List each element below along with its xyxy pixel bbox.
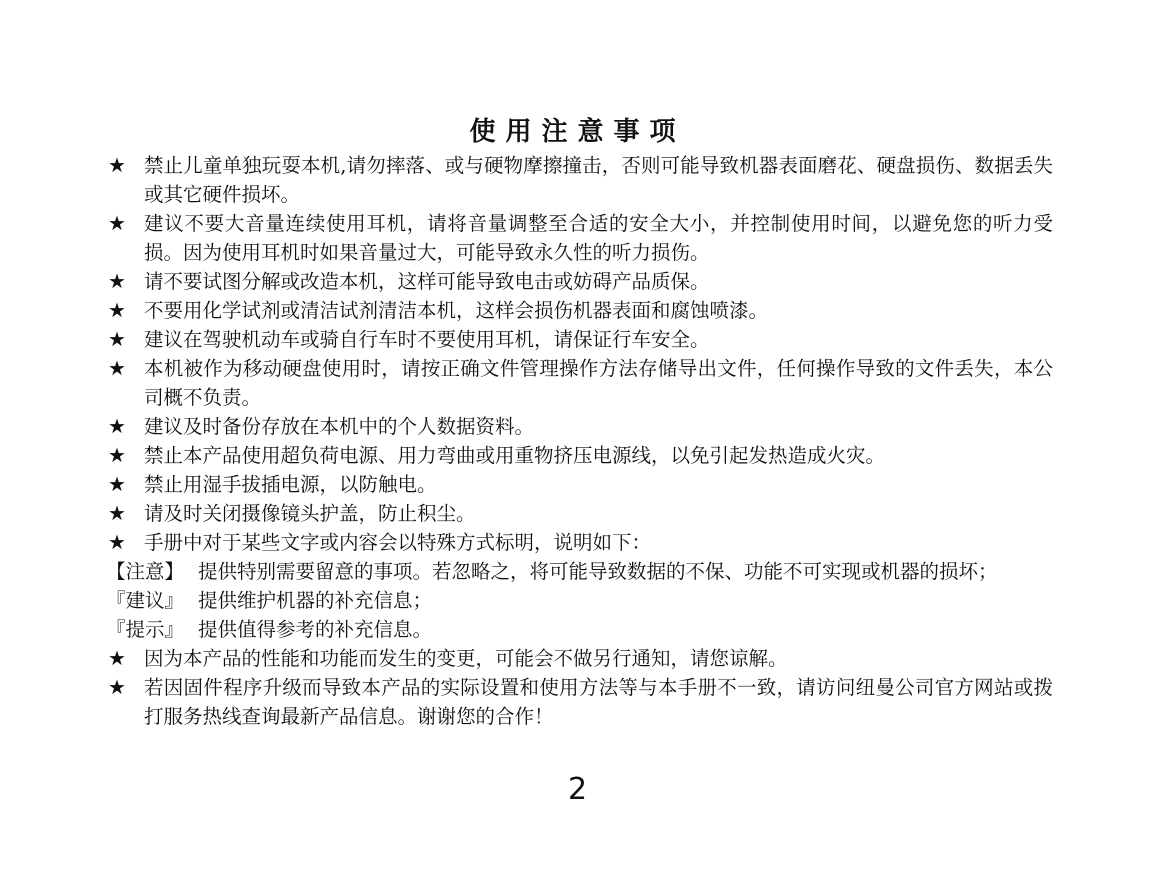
item-text: 禁止儿童单独玩耍本机,请勿摔落、或与硬物摩擦撞击，否则可能导致机器表面磨花、硬盘损伤、数据丢失或其它硬件损坏。: [144, 154, 1053, 206]
note-text: 提供特别需要留意的事项。若忽略之，将可能导致数据的不保、功能不可实现或机器的损坏；: [198, 560, 998, 583]
star-bullet-icon: ★: [108, 530, 126, 554]
item-text: 建议及时备份存放在本机中的个人数据资料。: [144, 415, 535, 438]
list-item: [108, 470, 1053, 499]
list-item: [108, 151, 1053, 209]
star-bullet-icon: ★: [108, 298, 126, 322]
note-tag: 『建议』: [106, 589, 185, 612]
note-tag: 【注意】: [106, 560, 185, 583]
page-number: 2: [567, 772, 588, 807]
item-text: 不要用化学试剂或清洁试剂清洁本机，这样会损伤机器表面和腐蚀喷漆。: [144, 299, 769, 322]
item-text: 手册中对于某些文字或内容会以特殊方式标明，说明如下：: [144, 531, 652, 554]
star-bullet-icon: ★: [108, 211, 126, 235]
star-bullet-icon: ★: [108, 472, 126, 496]
item-text: 请不要试图分解或改造本机，这样可能导致电击或妨碍产品质保。: [144, 270, 710, 293]
list-item: [108, 412, 1053, 441]
list-item: [108, 354, 1053, 412]
item-text: 请及时关闭摄像镜头护盖，防止积尘。: [144, 502, 476, 525]
note-tag: 『提示』: [106, 618, 185, 641]
list-item: [108, 296, 1053, 325]
list-item: [108, 644, 1053, 673]
list-item: [108, 673, 1053, 731]
list-item: [108, 325, 1053, 354]
item-text: 禁止本产品使用超负荷电源、用力弯曲或用重物挤压电源线，以免引起发热造成火灾。: [144, 444, 886, 467]
note-text: 提供值得参考的补充信息。: [198, 618, 433, 641]
note-item-caution: [106, 557, 1053, 586]
note-text: 提供维护机器的补充信息；: [198, 589, 433, 612]
star-bullet-icon: ★: [108, 269, 126, 293]
list-item: [108, 209, 1053, 267]
item-text: 若因固件程序升级而导致本产品的实际设置和使用方法等与本手册不一致，请访问纽曼公司官方网站或拨打服务热线查询最新产品信息。谢谢您的合作！: [144, 676, 1053, 728]
item-text: 本机被作为移动硬盘使用时，请按正确文件管理操作方法存储导出文件，任何操作导致的文件丢失，本公司概不负责。: [144, 357, 1053, 409]
star-bullet-icon: ★: [108, 414, 126, 438]
star-bullet-icon: ★: [108, 646, 126, 670]
note-item-suggestion: [106, 586, 1053, 615]
star-bullet-icon: ★: [108, 501, 126, 525]
item-text: 禁止用湿手拔插电源，以防触电。: [144, 473, 437, 496]
precautions-list: [108, 151, 1053, 731]
star-bullet-icon: ★: [108, 153, 126, 177]
item-text: 因为本产品的性能和功能而发生的变更，可能会不做另行通知，请您谅解。: [144, 647, 788, 670]
star-bullet-icon: ★: [108, 327, 126, 351]
page-title: 使用注意事项: [469, 117, 686, 147]
list-item: [108, 267, 1053, 296]
star-bullet-icon: ★: [108, 443, 126, 467]
star-bullet-icon: ★: [108, 356, 126, 380]
list-item: [108, 441, 1053, 470]
note-item-tip: [106, 615, 1053, 644]
item-text: 建议不要大音量连续使用耳机，请将音量调整至合适的安全大小，并控制使用时间，以避免您的听力受损。因为使用耳机时如果音量过大，可能导致永久性的听力损伤。: [144, 212, 1053, 264]
list-item: [108, 528, 1053, 557]
star-bullet-icon: ★: [108, 675, 126, 699]
item-text: 建议在驾驶机动车或骑自行车时不要使用耳机，请保证行车安全。: [144, 328, 710, 351]
list-item: [108, 499, 1053, 528]
